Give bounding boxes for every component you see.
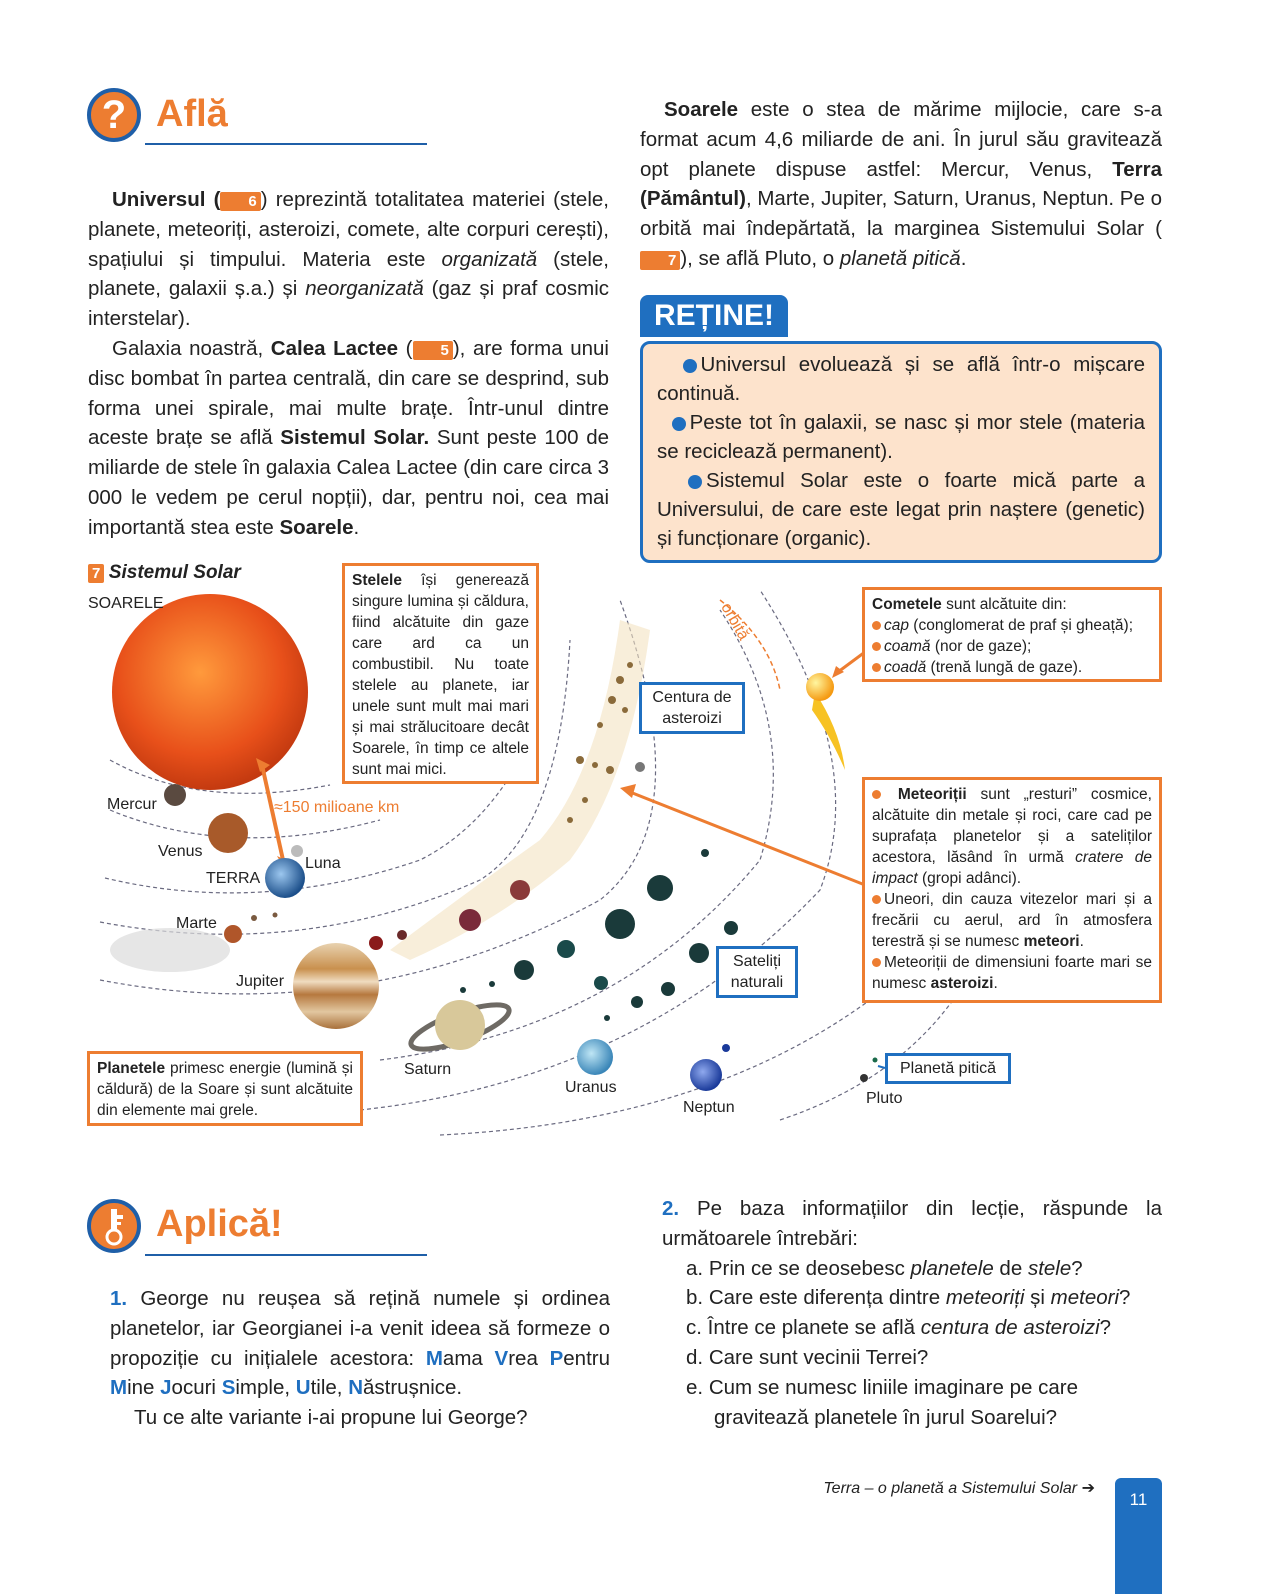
paragraph-soarele: Soarele este o stea de mărime mijlocie, care s-a format acum 4,6 miliarde de ani. În jurul său gravitează opt planete dispuse astfel: Mercur, Venus, Terra (Pământul), Marte, Jupiter, Saturn, Uranus, Neptun. Pe o orbită mai îndepărtată, la marginea Sistemului Solar (7 ), se află Pluto, o planetă pitică. xyxy=(640,98,1162,270)
bullet-icon xyxy=(683,359,697,373)
afla-rule xyxy=(145,143,427,145)
retine-title: REȚINE! xyxy=(640,295,788,337)
bullet-icon xyxy=(672,417,686,431)
afla-title: Află xyxy=(156,93,228,135)
label-neptun: Neptun xyxy=(683,1099,735,1116)
question-2-item: c. Între ce planete se află centura de asteroizi? xyxy=(686,1316,1112,1340)
figure-ref-badge: 6 xyxy=(220,192,260,211)
centura-label-box: Centura de asteroizi xyxy=(639,682,745,734)
bullet-icon xyxy=(872,621,881,630)
figure-title: Sistemul Solar xyxy=(108,562,241,583)
retine-box xyxy=(640,341,1162,563)
bullet-icon xyxy=(872,895,881,904)
aplica-rule xyxy=(145,1254,427,1256)
retine-item: Universul evoluează și se află într-o mișcare continuă. xyxy=(657,353,1145,405)
label-pluto: Pluto xyxy=(866,1090,903,1107)
saturn-shape xyxy=(435,1000,485,1050)
jupiter-shape xyxy=(293,943,379,1029)
label-jupiter: Jupiter xyxy=(236,973,285,990)
paragraph-universul: Universul ( 6 ) reprezintă totalitatea materiei (stele, planete, meteoriți, asteroizi, comete, alte corpuri cerești), spațiului și timpului. Materia este organizată (stele, planete, galaxii ș.a.) și neorganizată (gaz și praf cosmic interstelar). xyxy=(88,188,609,331)
meteorite-pointer xyxy=(630,792,865,885)
question-2-item: b. Care este diferența dintre meteoriți și meteori? xyxy=(686,1286,1131,1310)
mercur-shape xyxy=(164,784,186,806)
neptun-shape xyxy=(690,1059,722,1091)
label-uranus: Uranus xyxy=(565,1079,617,1096)
pluto-shape xyxy=(860,1074,868,1082)
figure-ref-badge: 7 xyxy=(640,251,680,270)
figure-caption xyxy=(88,562,241,584)
page-number-tab xyxy=(1115,1478,1162,1594)
bullet-icon xyxy=(872,642,881,651)
comet-head xyxy=(806,673,834,701)
label-distance: ≈150 milioane km xyxy=(274,799,400,816)
question-2-item: a. Prin ce se deosebesc planetele de stele? xyxy=(686,1256,1083,1280)
label-marte: Marte xyxy=(176,915,217,932)
bullet-icon xyxy=(872,790,881,799)
question-icon: ? xyxy=(87,88,141,142)
label-terra: TERRA xyxy=(206,870,261,887)
question-2-item: e. Cum se numesc liniile imaginare pe care gravitează planetele în jurul Soarelui? xyxy=(686,1375,1078,1429)
page-number: 11 xyxy=(1129,1490,1148,1509)
luna-shape xyxy=(291,845,303,857)
label-saturn: Saturn xyxy=(404,1061,452,1078)
question-1: 1. George nu reușea să rețină numele și ordinea planetelor, iar Georgianei i-a venit ideea să formeze o propoziție cu inițialele acestora: Mama Vrea Pentru Mine Jocuri Simple, Utile, Năstrușnice. Tu ce alte variante i-ai propune lui George? xyxy=(110,1287,610,1430)
venus-shape xyxy=(208,813,248,853)
marte-shape xyxy=(224,925,242,943)
figure-ref-badge: 5 xyxy=(413,341,453,360)
planeta-pitica-label-box: Planetă pitică xyxy=(885,1053,1011,1084)
question-2-item: d. Care sunt vecinii Terrei? xyxy=(686,1345,929,1369)
afla-left-text xyxy=(88,185,609,543)
comet-pointer xyxy=(838,652,865,672)
sateliti-label-box: Sateliți naturali xyxy=(716,946,798,998)
connector-line xyxy=(878,1066,885,1068)
retine-item: Sistemul Solar este o foarte mică parte a Universului, de care este legat prin naștere (genetic) și funcționare (organic). xyxy=(657,469,1145,550)
paragraph-galaxia: Galaxia noastră, Calea Lactee ( 5 ), are forma unui disc bombat în partea centrală, din care se desprind, sub forma unei spirale, mai multe brațe. Într-unul dintre aceste brațe se află Sistemul Solar. Sunt peste 100 de miliarde de stele în galaxia Calea Lactee (din care circa 3 000 le vedem pe cerul nopții), dar, pentru noi, cea mai importantă stea este Soarele. xyxy=(88,336,609,539)
label-luna: Luna xyxy=(305,855,341,872)
arrow-right-icon: ➔ xyxy=(1081,1480,1095,1497)
key-icon xyxy=(87,1199,141,1253)
moon-dot xyxy=(273,913,278,918)
comet-tail xyxy=(812,692,845,770)
sun-shape xyxy=(112,594,308,790)
running-footer: Terra – o planetă a Sistemului Solar ➔ xyxy=(823,1480,1095,1497)
bullet-icon xyxy=(688,475,702,489)
label-venus: Venus xyxy=(158,843,203,860)
key-glyph xyxy=(91,1203,137,1249)
figure-number-badge: 7 xyxy=(88,564,104,583)
retine-item: Peste tot în galaxii, se nasc și mor stele (materia se reciclează permanent). xyxy=(657,411,1145,463)
arrow-head xyxy=(620,784,636,798)
bullet-icon xyxy=(872,958,881,967)
question-2: 2. Pe baza informațiilor din lecție, răspunde la următoarele întrebări: a. Prin ce se deosebesc planetele de stele? b. Care este diferența dintre meteoriți și meteori? c. Între ce planete se află centura de asteroizi? d. Care sunt vecinii Terrei? e. Cum se numesc liniile imaginare pe care gravitează planetele în jurul Soarelui? xyxy=(662,1194,1162,1432)
planetele-note: Planetele primesc energie (lumină și căldură) de la Soare și sunt alcătuite din elemente mai grele. xyxy=(87,1051,363,1126)
label-mercur: Mercur xyxy=(107,796,157,813)
meteoritii-note: Meteoriții sunt „resturi” cosmice, alcătuite din metale și roci, care cad pe suprafața planetelor și a sateliților acestora, lăsând în urmă cratere de impact (gropi adânci). Uneori, din cauza vitezelor mari și a frecării cu aerul, ard în atmosfera terestră și se numesc meteori. Meteoriții de dimensiuni foarte mari se numesc asteroizi. xyxy=(862,777,1162,1003)
terra-shape xyxy=(265,858,305,898)
label-sun: SOARELE xyxy=(88,595,164,612)
label-orbita: orbită xyxy=(717,600,753,644)
afla-right-text xyxy=(640,95,1162,274)
cloud-shape xyxy=(110,928,230,972)
aplica-title: Aplică! xyxy=(156,1203,283,1245)
moon-dot xyxy=(251,915,257,921)
cometele-note: Cometele sunt alcătuite din: cap (conglomerat de praf și gheață); coamă (nor de gaze); coadă (trenă lungă de gaze). xyxy=(862,587,1162,682)
stelele-note: Stelele își generează singure lumina și căldura, fiind alcătuite din gaze care ard ca un combustibil. Nu toate stelele au planete, iar unele sunt mult mai mari și mai strălucitoare decât Soarele, în timp ce altele sunt mai mici. xyxy=(342,563,539,784)
bullet-icon xyxy=(872,663,881,672)
uranus-shape xyxy=(577,1039,613,1075)
